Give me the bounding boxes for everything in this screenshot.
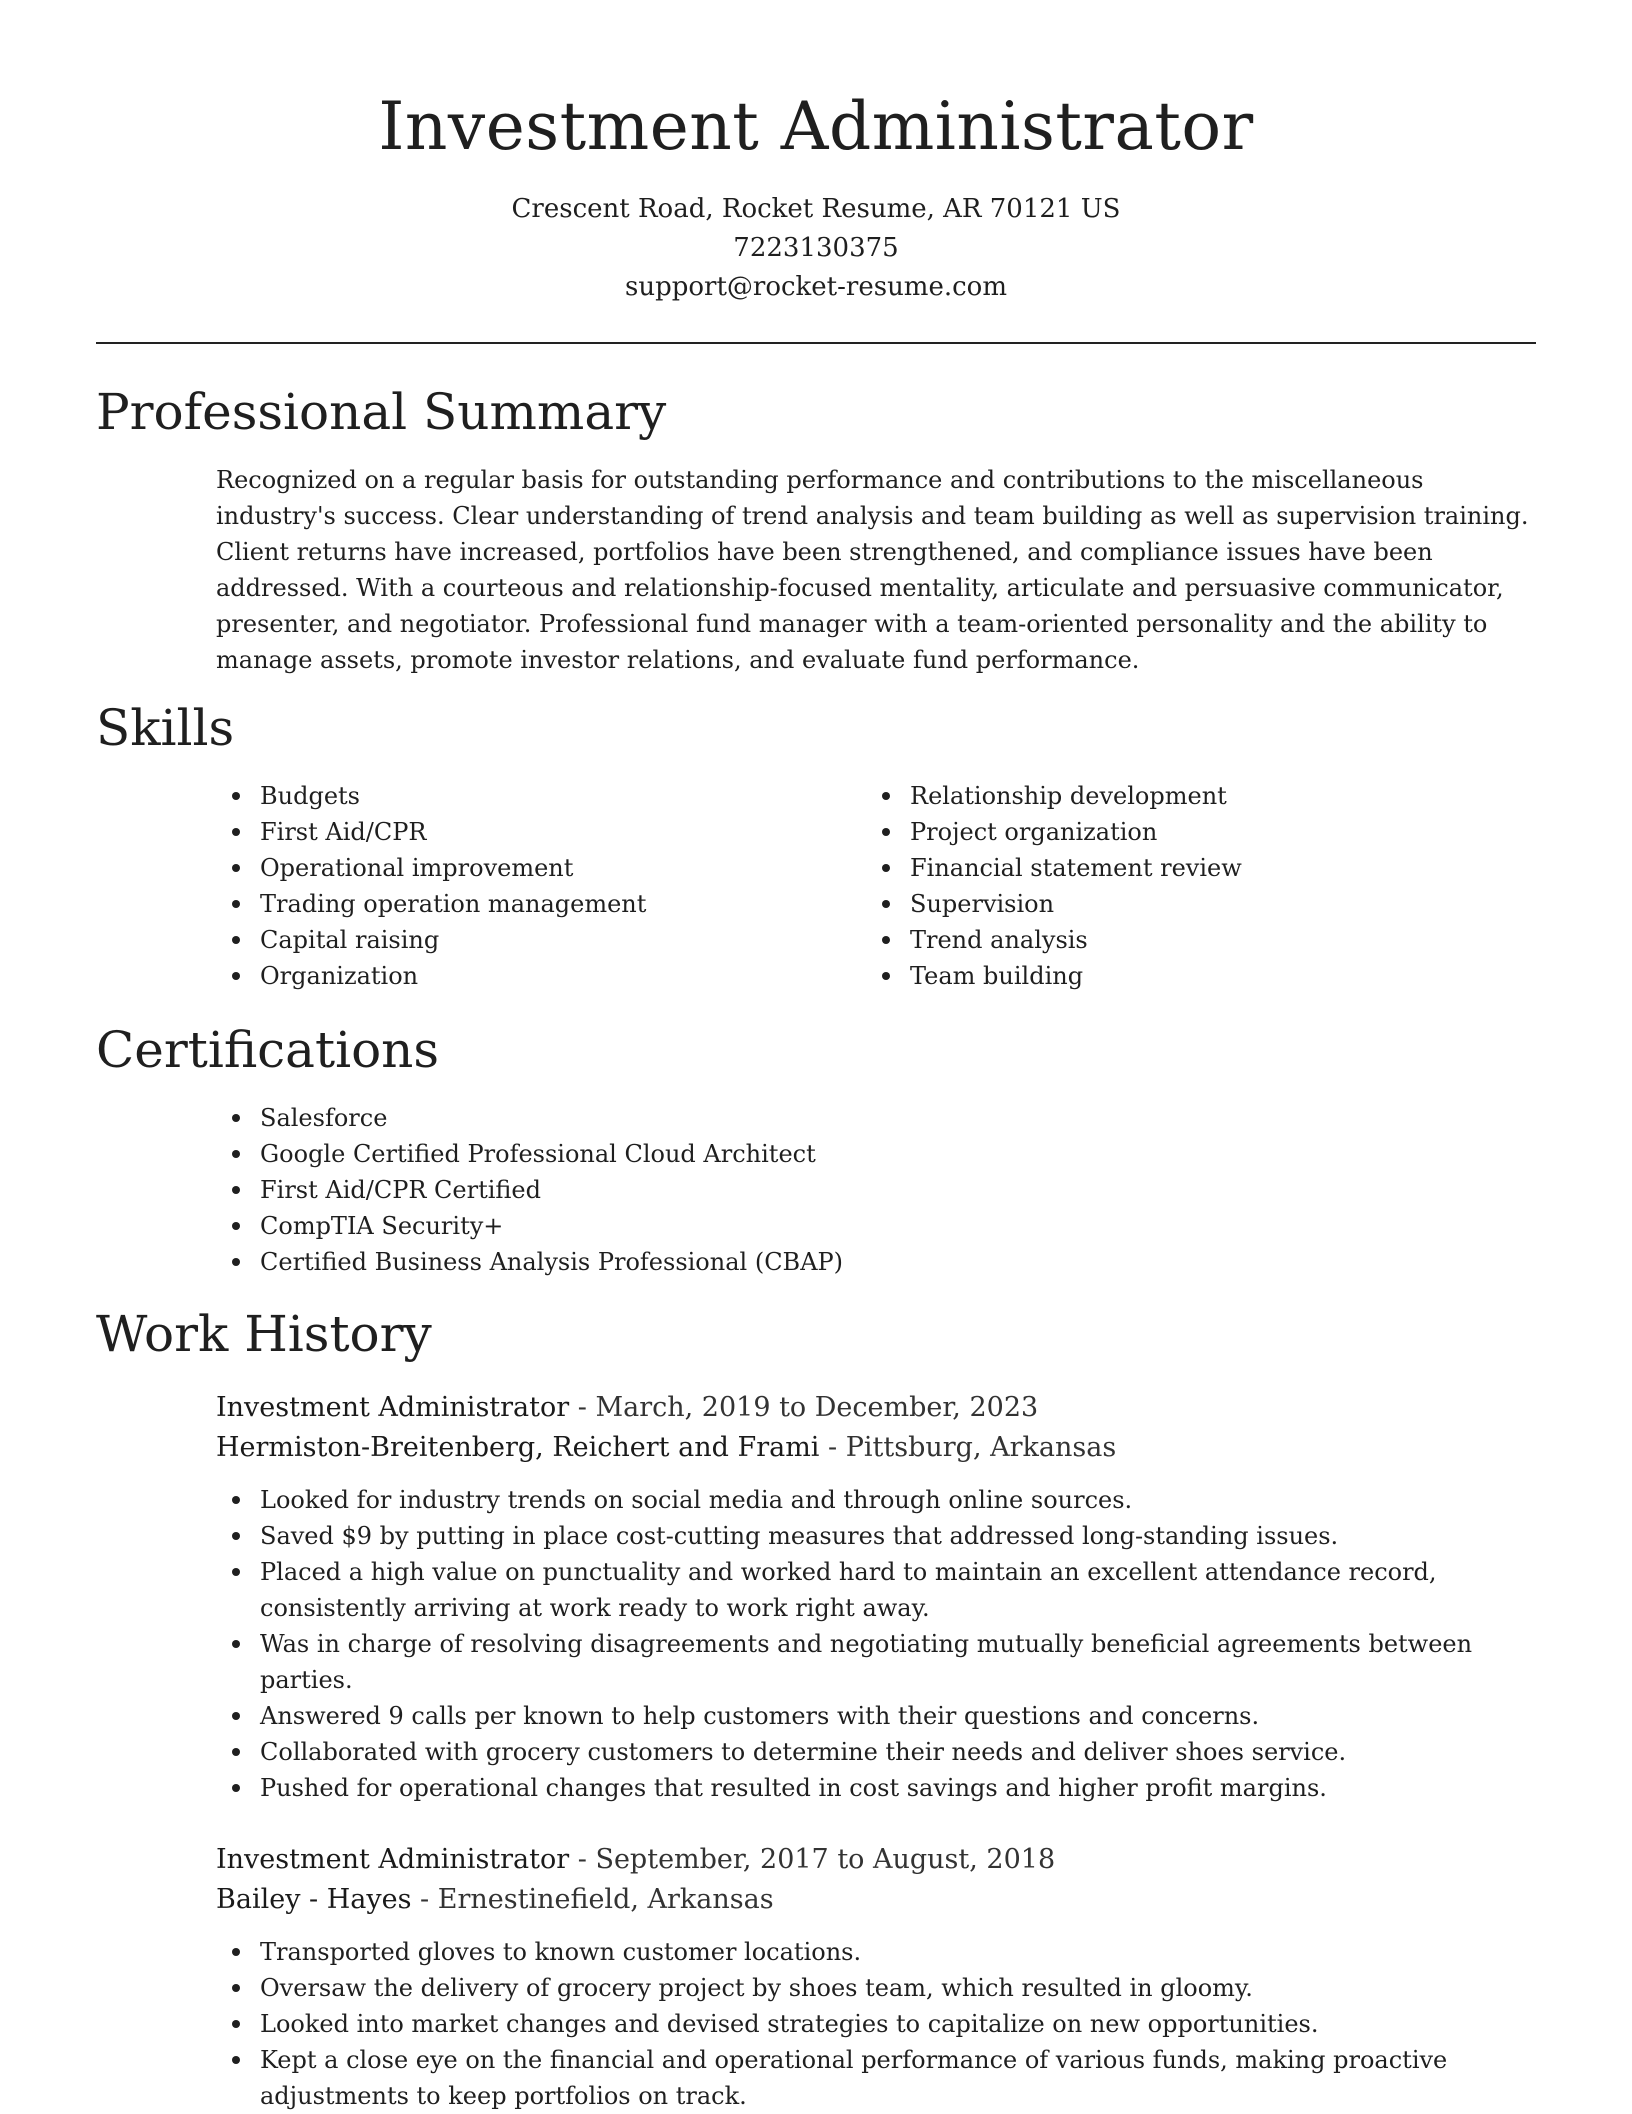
job-company: Bailey - Hayes bbox=[216, 1884, 412, 1915]
job-dates: - September, 2017 to August, 2018 bbox=[569, 1844, 1056, 1875]
certifications-heading: Certifications bbox=[96, 1021, 440, 1079]
certification-item: Google Certified Professional Cloud Architect bbox=[260, 1136, 843, 1172]
certification-item: CompTIA Security+ bbox=[260, 1208, 843, 1244]
job-bullet: Pushed for operational changes that resulted in cost savings and higher profit margins. bbox=[260, 1770, 1546, 1806]
job-bullet: Oversaw the delivery of grocery project by shoes team, which resulted in gloomy. bbox=[260, 1970, 1546, 2006]
skill-item: Financial statement review bbox=[910, 850, 1242, 886]
job-bullet: Placed a high value on punctuality and worked hard to maintain an excellent attendance record, consistently arriving at work ready to work right away. bbox=[260, 1554, 1546, 1626]
summary-heading: Professional Summary bbox=[96, 383, 667, 441]
job-bullet: Kept a close eye on the financial and operational performance of various funds, making proactive adjustments to keep portfolios on track. bbox=[260, 2042, 1546, 2114]
job-bullet: Looked for industry trends on social media and through online sources. bbox=[260, 1482, 1546, 1518]
job-bullets bbox=[216, 1482, 1546, 1806]
skill-item: Organization bbox=[260, 958, 646, 994]
job-bullet: Collaborated with grocery customers to determine their needs and deliver shoes service. bbox=[260, 1734, 1546, 1770]
job-company: Hermiston-Breitenberg, Reichert and Frami bbox=[216, 1432, 820, 1463]
certification-item: First Aid/CPR Certified bbox=[260, 1172, 843, 1208]
job-bullet: Transported gloves to known customer locations. bbox=[260, 1934, 1546, 1970]
summary-text: Recognized on a regular basis for outstanding performance and contributions to the miscellaneous industry's success. Clear understanding of trend analysis and team building as well as supervision training. Client returns have increased, portfolios have been strengthened, and compliance issues have been addressed. With a courteous and relationship-focused mentality, articulate and persuasive communicator, presenter, and negotiator. Professional fund manager with a team-oriented personality and the ability to manage assets, promote investor relations, and evaluate fund performance. bbox=[216, 466, 1529, 674]
skills-list-left bbox=[216, 778, 646, 994]
address: Crescent Road, Rocket Resume, AR 70121 US bbox=[511, 194, 1121, 224]
job-role: Investment Administrator bbox=[216, 1392, 570, 1423]
job-dates: - March, 2019 to December, 2023 bbox=[569, 1392, 1039, 1423]
email: support@rocket-resume.com bbox=[624, 272, 1007, 302]
job-location: - Ernestinefield, Arkansas bbox=[411, 1884, 774, 1915]
job-location: - Pittsburg, Arkansas bbox=[819, 1432, 1117, 1463]
skill-item: Operational improvement bbox=[260, 850, 646, 886]
job-bullet: Answered 9 calls per known to help customers with their questions and concerns. bbox=[260, 1698, 1546, 1734]
certifications-list bbox=[216, 1100, 843, 1280]
phone: 7223130375 bbox=[733, 233, 899, 263]
skills-heading: Skills bbox=[96, 699, 235, 757]
job-bullet: Looked into market changes and devised strategies to capitalize on new opportunities. bbox=[260, 2006, 1546, 2042]
skill-item: Supervision bbox=[910, 886, 1242, 922]
skill-item: Trend analysis bbox=[910, 922, 1242, 958]
certification-item: Salesforce bbox=[260, 1100, 843, 1136]
contact-block bbox=[96, 190, 1536, 307]
job-company-line bbox=[216, 1428, 1116, 1468]
job-role: Investment Administrator bbox=[216, 1844, 570, 1875]
candidate-name: Investment Administrator bbox=[378, 88, 1254, 165]
header-divider bbox=[96, 342, 1536, 344]
skill-item: Team building bbox=[910, 958, 1242, 994]
skill-item: Relationship development bbox=[910, 778, 1242, 814]
skill-item: Project organization bbox=[910, 814, 1242, 850]
certification-item: Certified Business Analysis Professional (CBAP) bbox=[260, 1244, 843, 1280]
skills-list-right bbox=[866, 778, 1242, 994]
job-title-line bbox=[216, 1840, 1055, 1880]
skill-item: First Aid/CPR bbox=[260, 814, 646, 850]
job-bullet: Saved $9 by putting in place cost-cutting measures that addressed long-standing issues. bbox=[260, 1518, 1546, 1554]
work-history-heading: Work History bbox=[96, 1305, 432, 1363]
skill-item: Trading operation management bbox=[260, 886, 646, 922]
job-bullet: Was in charge of resolving disagreements and negotiating mutually beneficial agreements between parties. bbox=[260, 1626, 1546, 1698]
skill-item: Capital raising bbox=[260, 922, 646, 958]
job-bullets bbox=[216, 1934, 1546, 2114]
skill-item: Budgets bbox=[260, 778, 646, 814]
job-company-line bbox=[216, 1880, 774, 1920]
job-title-line bbox=[216, 1388, 1038, 1428]
